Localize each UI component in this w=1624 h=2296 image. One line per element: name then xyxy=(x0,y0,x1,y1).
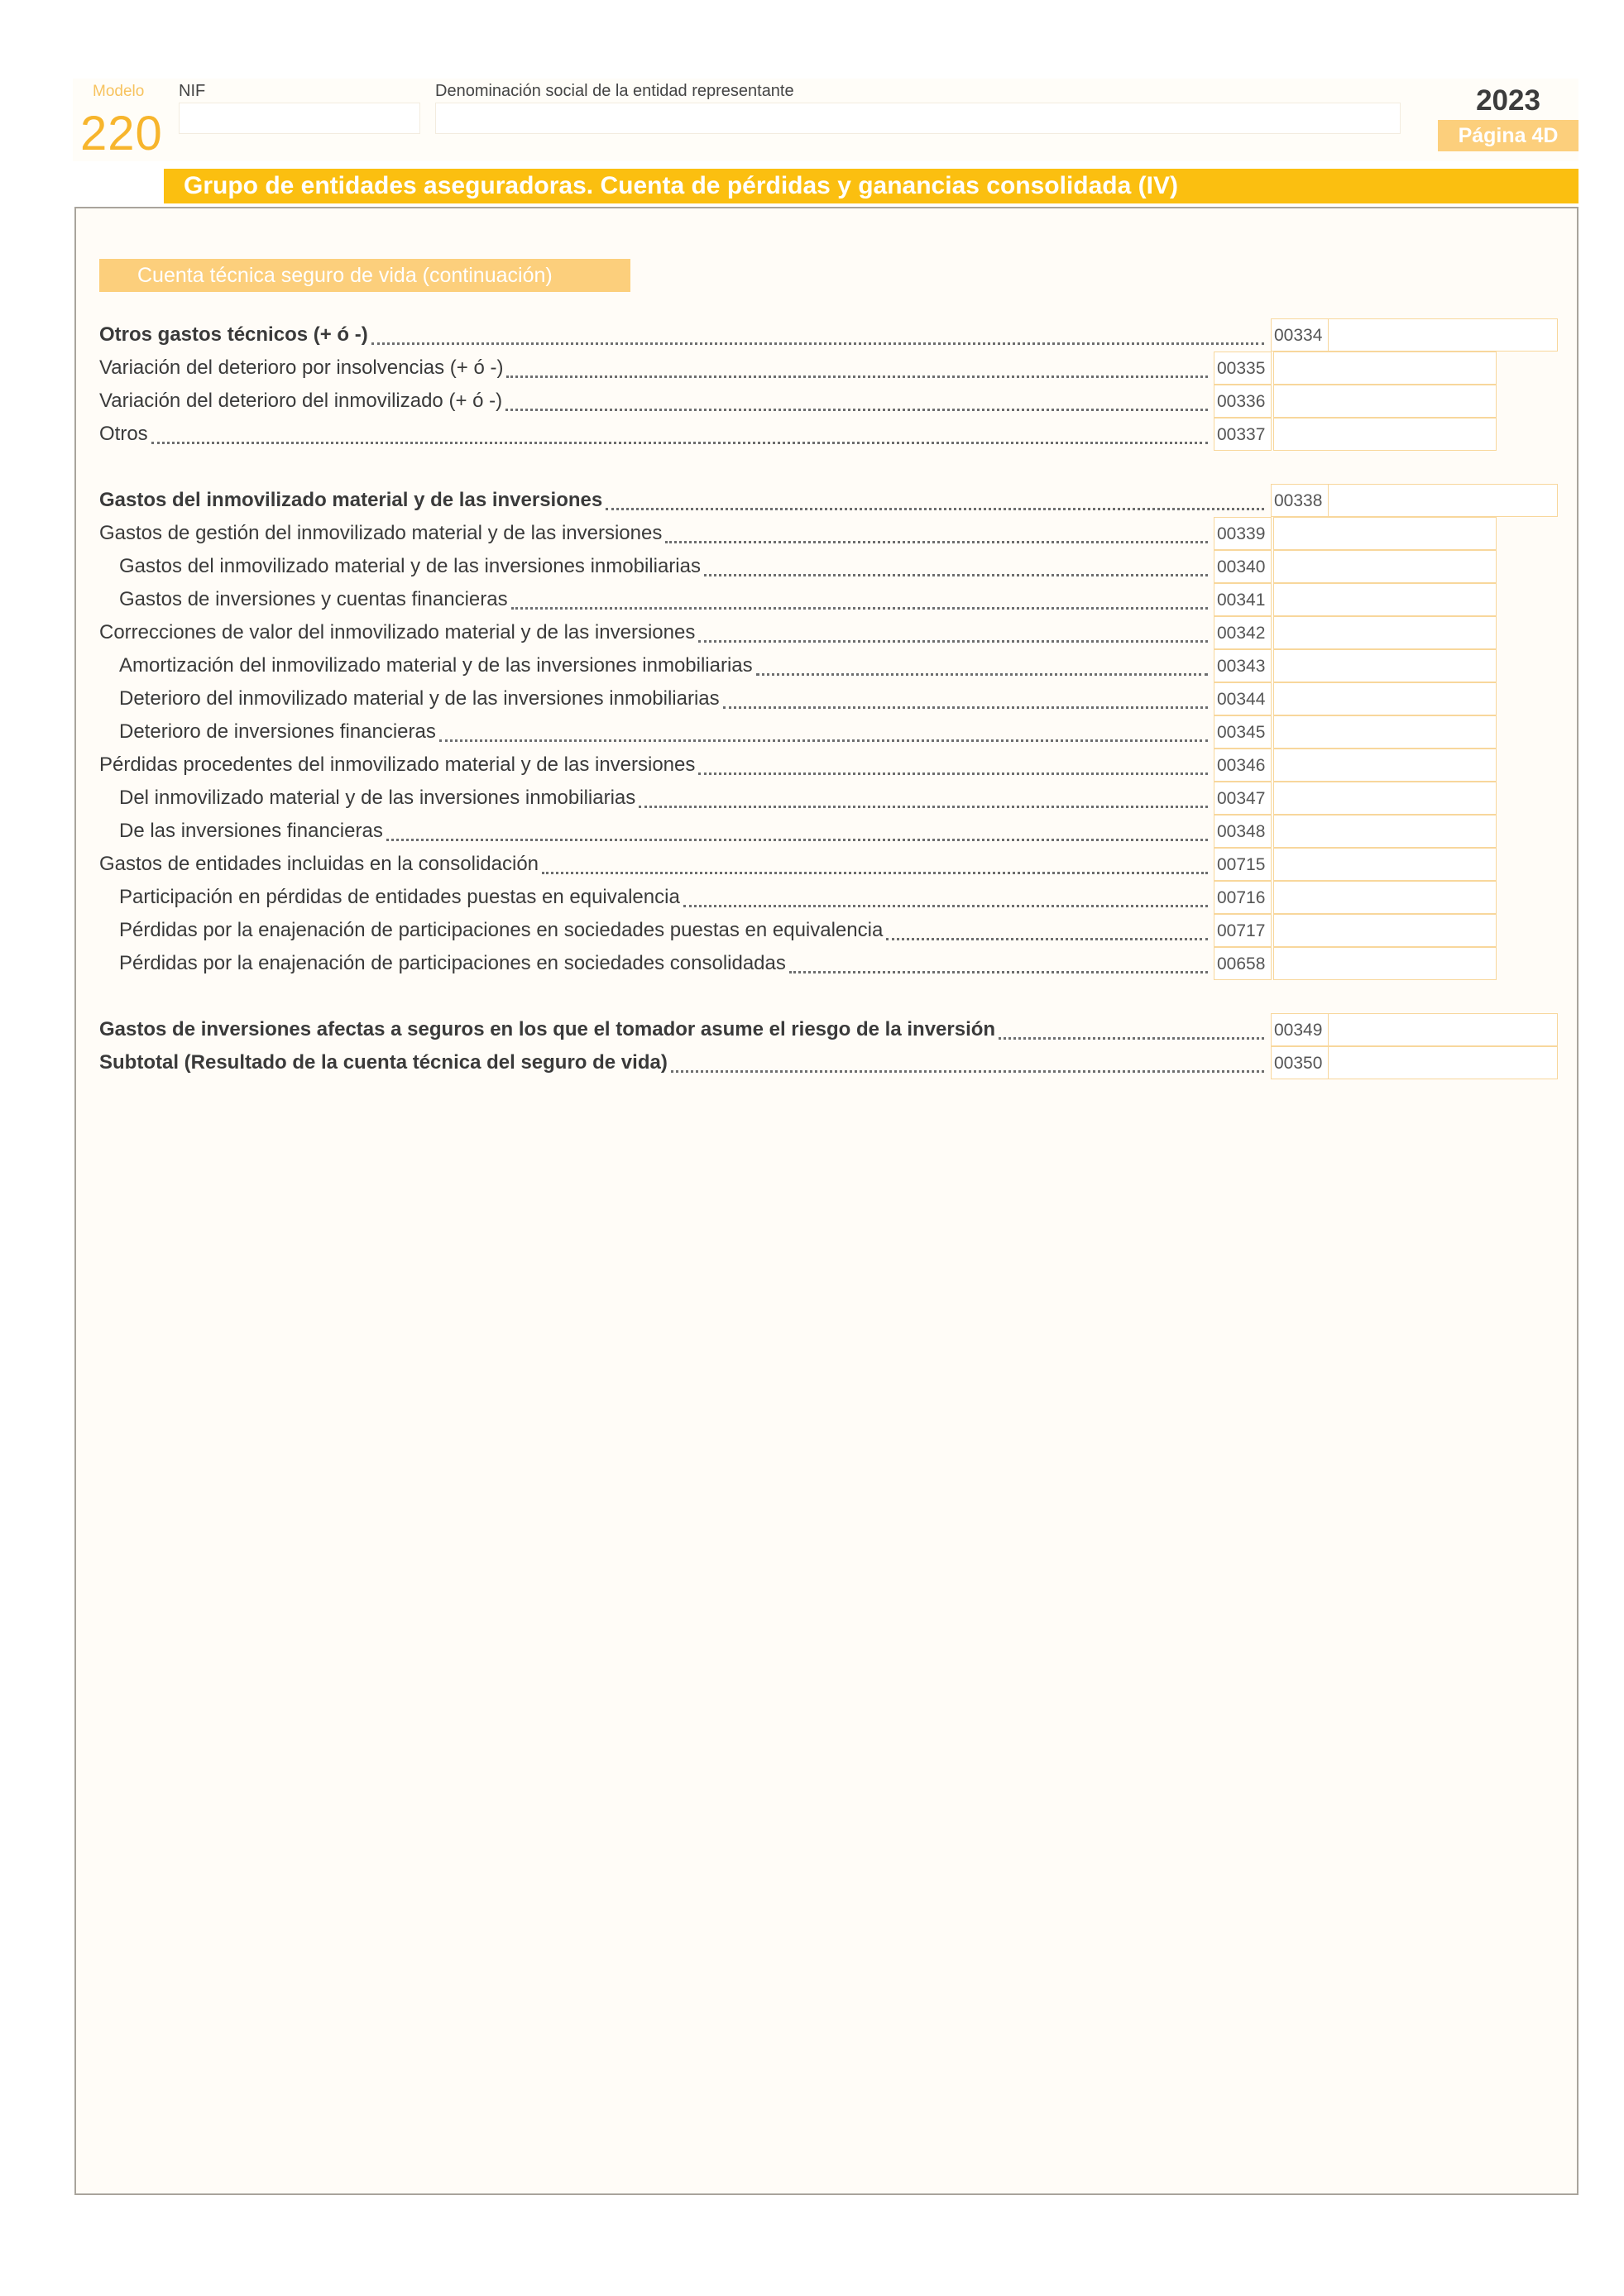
dot-leader xyxy=(606,488,1264,510)
value-field-00715[interactable] xyxy=(1273,848,1497,881)
row-label: Gastos de gestión del inmovilizado material y de las inversiones xyxy=(99,522,663,544)
modelo-label: Modelo xyxy=(93,83,145,100)
dot-leader xyxy=(439,720,1208,742)
code-00337: 00337 xyxy=(1214,418,1272,451)
row-label: Variación del deterioro por insolvencias (+ ó -) xyxy=(99,356,504,379)
code-00341: 00341 xyxy=(1214,583,1272,616)
row-00344 xyxy=(99,682,1213,715)
dot-leader xyxy=(999,1017,1264,1040)
row-label: Gastos del inmovilizado material y de las inversiones xyxy=(99,489,603,511)
code-00340: 00340 xyxy=(1214,550,1272,583)
code-00349: 00349 xyxy=(1271,1013,1329,1046)
value-field-00334[interactable] xyxy=(1328,318,1558,352)
code-00344: 00344 xyxy=(1214,682,1272,715)
value-field-00658[interactable] xyxy=(1273,947,1497,980)
code-00715: 00715 xyxy=(1214,848,1272,881)
code-00350: 00350 xyxy=(1271,1046,1329,1079)
page-title: Grupo de entidades aseguradoras. Cuenta de pérdidas y ganancias consolidada (IV) xyxy=(164,169,1578,203)
modelo-number: 220 xyxy=(80,107,163,160)
code-00347: 00347 xyxy=(1214,782,1272,815)
dot-leader xyxy=(505,389,1208,411)
code-00339: 00339 xyxy=(1214,517,1272,550)
nif-label: NIF xyxy=(179,82,206,100)
dot-leader xyxy=(756,653,1208,676)
value-field-00340[interactable] xyxy=(1273,550,1497,583)
row-00334 xyxy=(99,318,1269,352)
code-00717: 00717 xyxy=(1214,914,1272,947)
row-label: Gastos de inversiones afectas a seguros en los que el tomador asume el riesgo de la inversión xyxy=(99,1018,996,1040)
value-field-00346[interactable] xyxy=(1273,749,1497,782)
row-00337 xyxy=(99,418,1213,451)
row-00350 xyxy=(99,1046,1269,1079)
row-label: Pérdidas por la enajenación de participaciones en sociedades consolidadas xyxy=(119,952,786,974)
row-label: Amortización del inmovilizado material y de las inversiones inmobiliarias xyxy=(119,654,753,677)
value-field-00343[interactable] xyxy=(1273,649,1497,682)
value-field-00337[interactable] xyxy=(1273,418,1497,451)
year-label: 2023 xyxy=(1476,84,1540,117)
row-label: De las inversiones financieras xyxy=(119,820,383,842)
value-field-00338[interactable] xyxy=(1328,484,1558,517)
nif-field[interactable] xyxy=(179,103,420,134)
dot-leader xyxy=(542,852,1208,874)
dot-leader xyxy=(723,686,1208,709)
row-label: Otros xyxy=(99,423,148,445)
row-label: Deterioro de inversiones financieras xyxy=(119,720,436,743)
row-00348 xyxy=(99,815,1213,848)
dot-leader xyxy=(683,885,1208,907)
denominacion-field[interactable] xyxy=(435,103,1401,134)
dot-leader xyxy=(665,521,1208,543)
dot-leader xyxy=(511,587,1208,610)
value-field-00716[interactable] xyxy=(1273,881,1497,914)
row-label: Pérdidas por la enajenación de participaciones en sociedades puestas en equivalencia xyxy=(119,919,884,941)
dot-leader xyxy=(386,819,1208,841)
section-label: Cuenta técnica seguro de vida (continuación) xyxy=(99,259,630,292)
row-00658 xyxy=(99,947,1213,980)
value-field-00347[interactable] xyxy=(1273,782,1497,815)
code-00346: 00346 xyxy=(1214,749,1272,782)
row-label: Gastos del inmovilizado material y de las inversiones inmobiliarias xyxy=(119,555,701,577)
code-00335: 00335 xyxy=(1214,352,1272,385)
value-field-00345[interactable] xyxy=(1273,715,1497,749)
row-00339 xyxy=(99,517,1213,550)
value-field-00341[interactable] xyxy=(1273,583,1497,616)
value-field-00335[interactable] xyxy=(1273,352,1497,385)
row-00347 xyxy=(99,782,1213,815)
page-badge: Página 4D xyxy=(1438,120,1578,151)
row-00335 xyxy=(99,352,1213,385)
row-00346 xyxy=(99,749,1213,782)
code-00342: 00342 xyxy=(1214,616,1272,649)
code-00348: 00348 xyxy=(1214,815,1272,848)
row-00336 xyxy=(99,385,1213,418)
dot-leader xyxy=(639,786,1208,808)
code-00338: 00338 xyxy=(1271,484,1329,517)
denominacion-label: Denominación social de la entidad representante xyxy=(435,82,794,100)
value-field-00339[interactable] xyxy=(1273,517,1497,550)
row-label: Otros gastos técnicos (+ ó -) xyxy=(99,323,368,346)
row-00338 xyxy=(99,484,1269,517)
dot-leader xyxy=(698,620,1208,643)
dot-leader xyxy=(698,753,1208,775)
row-00345 xyxy=(99,715,1213,749)
value-field-00348[interactable] xyxy=(1273,815,1497,848)
dot-leader xyxy=(151,422,1208,444)
row-label: Variación del deterioro del inmovilizado (+ ó -) xyxy=(99,390,503,412)
row-label: Gastos de entidades incluidas en la consolidación xyxy=(99,853,539,875)
dot-leader xyxy=(371,323,1264,345)
row-label: Participación en pérdidas de entidades puestas en equivalencia xyxy=(119,886,680,908)
dot-leader xyxy=(671,1050,1264,1073)
code-00716: 00716 xyxy=(1214,881,1272,914)
row-00342 xyxy=(99,616,1213,649)
value-field-00342[interactable] xyxy=(1273,616,1497,649)
dot-leader xyxy=(704,554,1208,576)
code-00343: 00343 xyxy=(1214,649,1272,682)
row-label: Pérdidas procedentes del inmovilizado material y de las inversiones xyxy=(99,753,696,776)
dot-leader xyxy=(886,918,1208,940)
code-00658: 00658 xyxy=(1214,947,1272,980)
row-00349 xyxy=(99,1013,1269,1046)
row-00340 xyxy=(99,550,1213,583)
value-field-00349[interactable] xyxy=(1328,1013,1558,1046)
value-field-00344[interactable] xyxy=(1273,682,1497,715)
code-00336: 00336 xyxy=(1214,385,1272,418)
value-field-00717[interactable] xyxy=(1273,914,1497,947)
row-00343 xyxy=(99,649,1213,682)
row-label: Subtotal (Resultado de la cuenta técnica del seguro de vida) xyxy=(99,1051,668,1074)
row-label: Correcciones de valor del inmovilizado material y de las inversiones xyxy=(99,621,696,643)
code-00345: 00345 xyxy=(1214,715,1272,749)
code-00334: 00334 xyxy=(1271,318,1329,352)
row-00715 xyxy=(99,848,1213,881)
value-field-00350[interactable] xyxy=(1328,1046,1558,1079)
dot-leader xyxy=(506,356,1208,378)
row-00716 xyxy=(99,881,1213,914)
row-00341 xyxy=(99,583,1213,616)
row-00717 xyxy=(99,914,1213,947)
dot-leader xyxy=(789,951,1208,973)
row-label: Del inmovilizado material y de las inversiones inmobiliarias xyxy=(119,787,636,809)
row-label: Gastos de inversiones y cuentas financieras xyxy=(119,588,508,610)
value-field-00336[interactable] xyxy=(1273,385,1497,418)
row-label: Deterioro del inmovilizado material y de las inversiones inmobiliarias xyxy=(119,687,720,710)
